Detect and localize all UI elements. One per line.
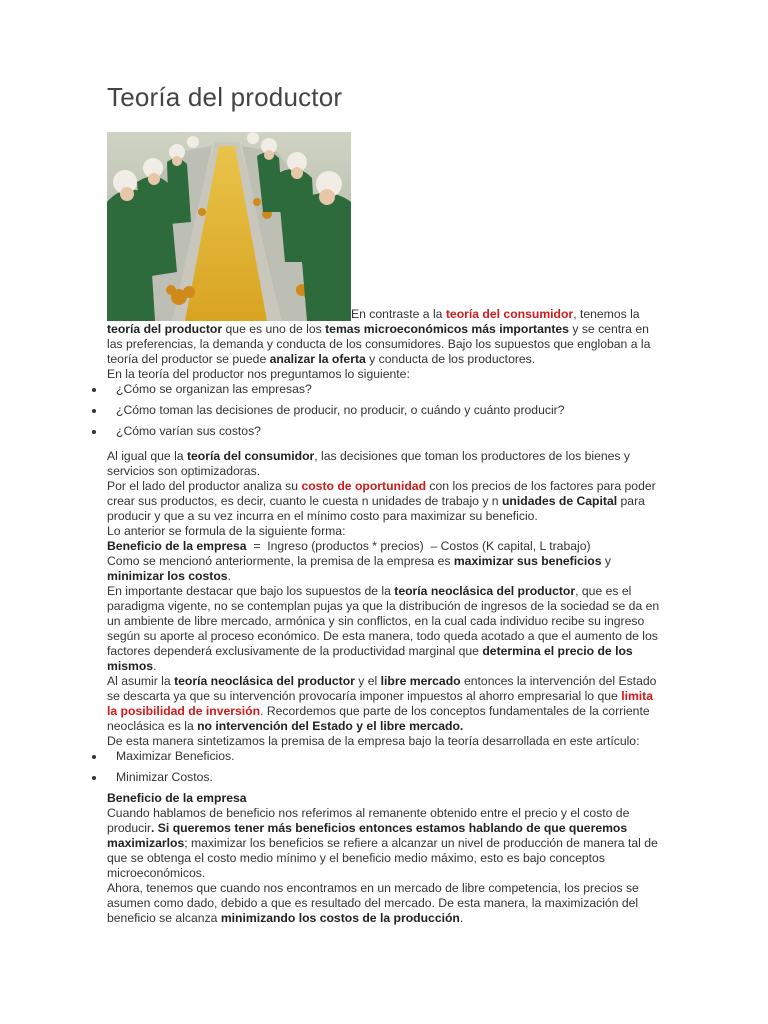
text: Ahora, tenemos que cuando nos encontramos en un mercado de libre competencia, los precios se asumen como dado, debido a que es resultado del mercado. De esta manera, la maximización del beneficio se alcanza <box>107 881 639 925</box>
goals-list <box>107 749 663 791</box>
bold-term: teoría del consumidor <box>186 449 315 463</box>
bold-term: determina el precio de los mismos <box>107 644 633 673</box>
bold-term: Beneficio de la empresa <box>107 539 247 553</box>
formula <box>107 539 663 554</box>
intro-text: , tenemos la <box>573 307 640 321</box>
opportunity-cost-link: costo de oportunidad <box>301 479 427 493</box>
paragraph: De esta manera sintetizamos la premisa de la empresa bajo la teoría desarrollada en este artículo: <box>107 734 640 748</box>
bold-term: minimizando los costos de la producción <box>220 911 460 925</box>
intro-text: En contraste a la <box>351 307 446 321</box>
bold-term: analizar la oferta <box>269 352 366 366</box>
text: para producir y que a su vez incurra en el mínimo costo para maximizar su beneficio. <box>107 494 645 523</box>
intro-question-lead: En la teoría del productor nos preguntamos lo siguiente: <box>107 367 410 381</box>
paragraph <box>107 806 663 881</box>
text: . <box>227 569 231 583</box>
intro-paragraph <box>107 307 663 367</box>
text: . Recordemos que parte de los conceptos fundamentales de la corriente neoclásica es la <box>107 704 650 733</box>
bold-term: unidades de Capital <box>501 494 618 508</box>
text: En importante destacar que bajo los supuestos de la <box>107 584 395 598</box>
bold-term: teoría neoclásica del productor <box>394 584 576 598</box>
list-item: Minimizar Costos. <box>107 770 663 791</box>
paragraph <box>107 674 663 734</box>
questions-list <box>107 382 663 445</box>
text: . <box>459 911 464 925</box>
text: con los precios de los factores para poder crear sus productos, es decir, cuanto le cuesta n unidades de trabajo y n <box>107 479 656 508</box>
bold-term: teoría neoclásica del productor <box>174 674 355 688</box>
text: entonces la intervención del Estado se descarta ya que su intervención provocaría imponer impuestos al ahorro empresarial lo que <box>107 674 657 703</box>
text: y el <box>354 674 381 688</box>
text: y <box>601 554 611 568</box>
investment-limit-link: limita la posibilidad de inversión <box>107 689 654 718</box>
bold-term: teoría del productor <box>107 322 223 336</box>
text: Al igual que la <box>107 449 187 463</box>
bold-term: temas microeconómicos más importantes <box>325 322 569 336</box>
paragraph <box>107 554 663 584</box>
list-item: ¿Cómo toman las decisiones de producir, no producir, o cuándo y cuánto producir? <box>107 403 663 424</box>
bold-term: minimizar los costos <box>107 569 228 583</box>
bold-term: libre mercado <box>380 674 461 688</box>
factory-photo <box>107 132 351 321</box>
bold-term: . Si queremos tener más beneficios entonces estamos hablando de que queremos maximizarlos <box>107 821 628 850</box>
text: . <box>153 659 157 673</box>
bold-term: maximizar sus beneficios <box>453 554 602 568</box>
consumer-theory-link: teoría del consumidor <box>445 307 574 321</box>
intro-text: que es uno de los <box>222 322 326 336</box>
list-item: ¿Cómo varían sus costos? <box>107 424 663 445</box>
list-item: Maximizar Beneficios. <box>107 749 663 770</box>
article-body <box>107 307 663 926</box>
page-title: Teoría del productor <box>107 82 343 112</box>
text: Por el lado del productor analiza su <box>107 479 302 493</box>
list-item: ¿Cómo se organizan las empresas? <box>107 382 663 403</box>
intro-text: y se centra en las preferencias, la demanda y conducta de los consumidores. Bajo los supuestos que engloban a la teoría del productor se puede <box>107 322 651 366</box>
text: , que es el paradigma vigente, no se contemplan pujas ya que la distribución de ingresos de la sociedad se da en un ambiente de libre mercado, armónica y sin conflictos, en la cual cada individuo recibe su ingreso según su aporte al proceso económico. De esta manera, todo queda acotado a que el aumento de los factores dependerá exclusivamente de la productividad marginal que <box>107 584 660 658</box>
bold-term: no intervención del Estado y el libre mercado. <box>197 719 464 733</box>
paragraph <box>107 584 663 674</box>
text: ; maximizar los beneficios se refiere a alcanzar un nivel de producción de manera tal de que se obtenga el costo medio mínimo y el beneficio medio máximo, esto es bajo conceptos microeconómicos. <box>107 836 658 880</box>
text: Al asumir la <box>107 674 175 688</box>
paragraph <box>107 449 663 479</box>
factory-workers-image <box>107 132 351 321</box>
intro-text: y conducta de los productores. <box>365 352 536 366</box>
text: Como se mencionó anteriormente, la premisa de la empresa es <box>107 554 454 568</box>
section-heading: Beneficio de la empresa <box>107 791 247 805</box>
text: Cuando hablamos de beneficio nos referimos al remanente obtenido entre el precio y el costo de producir <box>107 806 630 835</box>
paragraph <box>107 881 663 926</box>
text: , las decisiones que toman los productores de los bienes y servicios son optimizadoras. <box>107 449 630 478</box>
text: = Ingreso (productos * precios) – Costos (K capital, L trabajo) <box>246 539 591 553</box>
paragraph: Lo anterior se formula de la siguiente forma: <box>107 524 346 538</box>
paragraph <box>107 479 663 524</box>
